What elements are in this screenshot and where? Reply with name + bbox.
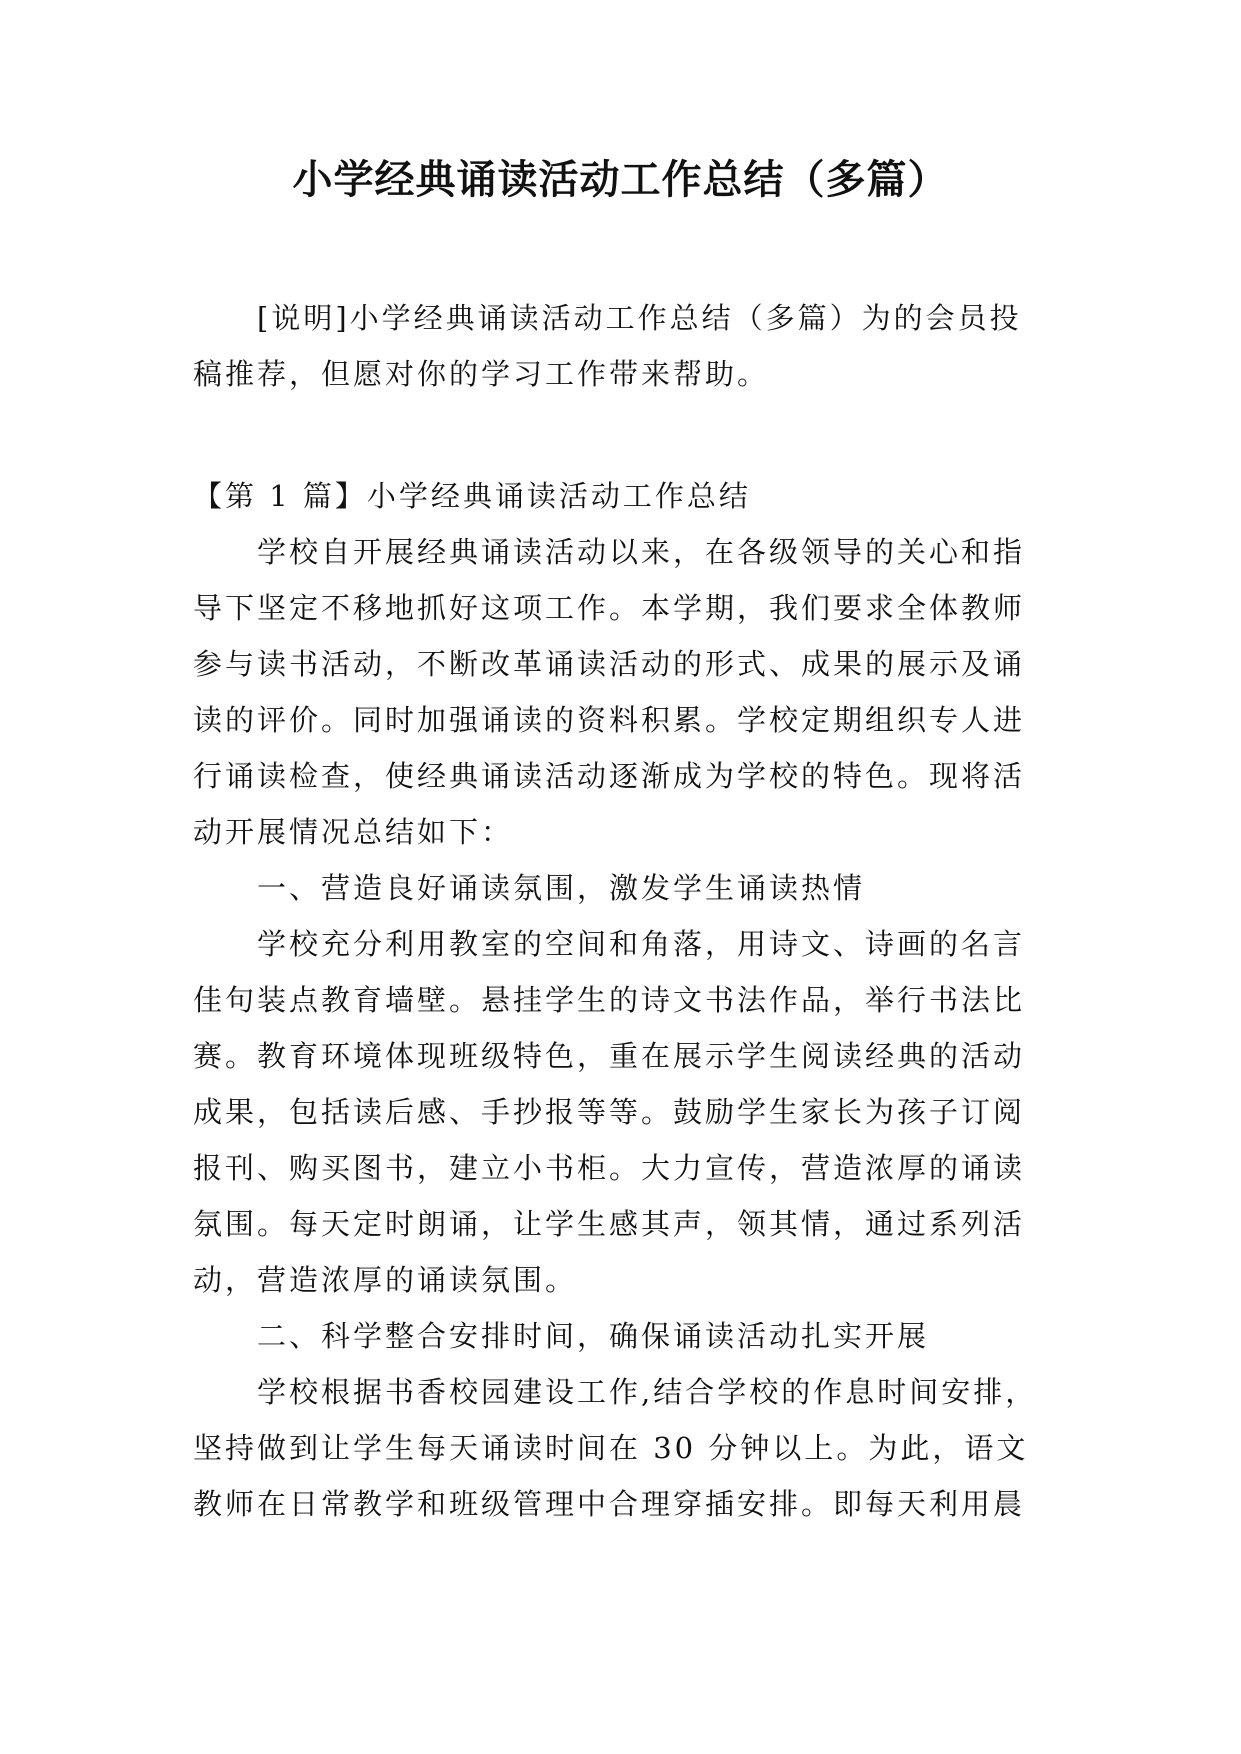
body-paragraph: 学校充分利用教室的空间和角落，用诗文、诗画的名言佳句装点教育墙壁。悬挂学生的诗文书法作品，举行书法比赛。教育环境体现班级特色，重在展示学生阅读经典的活动成果，包括读后感、手抄报等等。鼓励学生家长为孩子订阅报刊、购买图书，建立小书柜。大力宣传，营造浓厚的诵读氛围。每天定时朗诵，让学生感其声，领其情，通过系列活动，营造浓厚的诵读氛围。	[193, 927, 1026, 1297]
body-paragraph: 学校自开展经典诵读活动以来，在各级领导的关心和指导下坚定不移地抓好这项工作。本学期，我们要求全体教师参与读书活动，不断改革诵读活动的形式、成果的展示及诵读的评价。同时加强诵读的资料积累。学校定期组织专人进行诵读检查，使经典诵读活动逐渐成为学校的特色。现将活动开展情况总结如下：	[193, 535, 1026, 849]
body-paragraph: 学校根据书香校园建设工作,结合学校的作息时间安排，坚持做到让学生每天诵读时间在 30 分钟以上。为此，语文教师在日常教学和班级管理中合理穿插安排。即每天利用晨	[193, 1375, 1038, 1521]
document-body	[193, 290, 1053, 1532]
section-heading: 二、科学整合安排时间，确保诵读活动扎实开展	[257, 1319, 930, 1353]
section-heading: 一、营造良好诵读氛围，激发学生诵读热情	[257, 871, 866, 905]
intro-paragraph: [说明]小学经典诵读活动工作总结（多篇）为的会员投稿推荐，但愿对你的学习工作带来帮助。	[193, 301, 1022, 391]
chapter-heading: 【第 1 篇】小学经典诵读活动工作总结	[193, 479, 751, 513]
document-title: 小学经典诵读活动工作总结（多篇）	[292, 157, 949, 203]
